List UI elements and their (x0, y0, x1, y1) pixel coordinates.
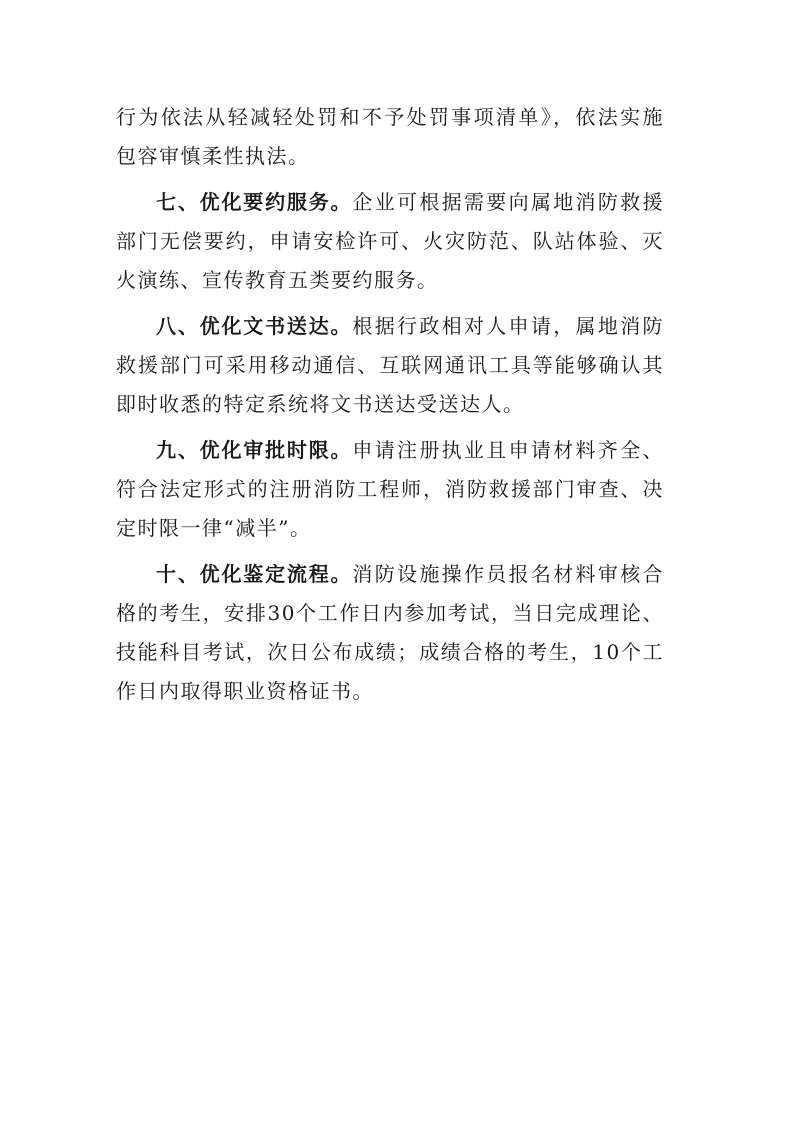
paragraph-item-10 (116, 555, 664, 711)
paragraph-text: 根据行政相对人申请，属地消防救援部门可采用移动通信、互联网通讯工具等能够确认其即时收悉的特定系统将文书送达受送达人。 (116, 314, 665, 416)
paragraph-item-7 (116, 183, 664, 300)
paragraph-continuation (116, 98, 664, 176)
paragraph-item-9 (116, 431, 664, 548)
paragraph-text: 企业可根据需要向属地消防救援部门无偿要约，申请安检许可、火灾防范、队站体验、灭火演练、宣传教育五类要约服务。 (116, 190, 665, 292)
paragraph-item-8 (116, 307, 664, 424)
paragraph-heading: 九、优化审批时限。 (156, 438, 353, 462)
paragraph-text: 行为依法从轻减轻处罚和不予处罚事项清单》，依法实施包容审慎柔性执法。 (116, 105, 664, 168)
paragraph-text: 消防设施操作员报名材料审核合格的考生，安排30个工作日内参加考试，当日完成理论、技能科目考试，次日公布成绩；成绩合格的考生，10个工作日内取得职业资格证书。 (116, 562, 665, 703)
paragraph-heading: 七、优化要约服务。 (156, 190, 353, 214)
paragraph-text: 申请注册执业且申请材料齐全、符合法定形式的注册消防工程师，消防救援部门审查、决定时限一律“减半”。 (116, 438, 665, 540)
paragraph-heading: 八、优化文书送达。 (156, 314, 353, 338)
document-body (116, 98, 664, 718)
paragraph-heading: 十、优化鉴定流程。 (156, 562, 353, 586)
